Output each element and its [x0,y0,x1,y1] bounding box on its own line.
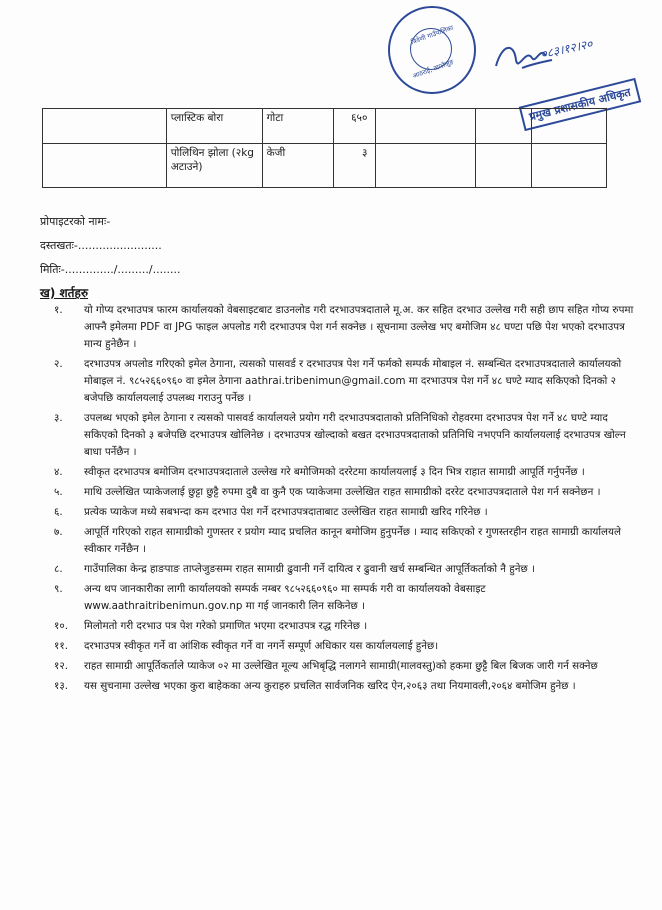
item-unit: केजी [262,144,334,188]
item-qty: ३ [334,144,376,188]
seal-ring-bottom: आठराई, ताप्लेजुङ [411,57,455,81]
list-item: ११. दरभाउपत्र स्वीकृत गर्ने वा आंशिक स्वीकृत गर्ने वा नगर्ने सम्पूर्ण अधिकार यस कार्यालयलाई हुनेछ। [54,640,439,652]
items-table [42,108,607,188]
item-name: पोलिथिन झोला (२kg अटाउने) [166,144,262,188]
signature-date: ०८३।१२।२० [539,36,594,62]
list-item: ३. उपलब्ध भएको इमेल ठेगाना र त्यसको पासवर्ड कार्यालयले प्रयोग गरी दरभाउपत्रदाताको प्रतिनिधिको रोहवरमा दरभाउपत्र पेश गर्ने ४८ घण्टे म्याद सकिएको दिनको ३ बजेपछि दरभाउपत्र खोलिनेछ । दरभाउपत्र खोल्दाको बखत दरभाउपत्रदाताको प्रतिनिधि नभएपनि कार्यालयलाई दरभाउपत्र खोल्न बाधा पर्नेछैन । [54,412,626,458]
list-item: १३. यस सुचनामा उल्लेख भएका कुरा बाहेकका अन्य कुराहरु प्रचलित सार्वजनिक खरिद ऐन,२०६३ तथा नियमावली,२०६४ बमोजिम हुनेछ । [54,680,576,692]
item-unit: गोटा [262,109,334,144]
proprietor-form [40,210,181,282]
list-item: ४. स्वीकृत दरभाउपत्र बमोजिम दरभाउपत्रदाताले उल्लेख गरे बमोजिमको दररेटमा कार्यालयलाई ३ दिन भित्र राहात सामाग्री आपूर्ति गर्नुपर्नेछ । [54,466,585,478]
list-item: १२. राहत सामाग्री आपूर्तिकर्ताले प्याकेज ०२ मा उल्लेखित मूल्य अभिबृद्धि नलागने सामाग्री(मालवस्तु)को हकमा छुट्टै बिल बिजक जारी गर्न सक्नेछ [54,660,598,672]
list-item: ८. गाउँपालिका केन्द्र हाङपाङ ताप्लेजुङसम्म राहत सामाग्री ढुवानी गर्ने दायित्व र ढुवानी खर्च सम्बन्धित आपूर्तिकर्ताको नै हुनेछ । [54,563,535,575]
signature-label: दस्तखतः-........................ [40,239,162,252]
seal-ring-top: त्रिवेणी गाउँपालिका [409,23,455,47]
proprietor-name-label: प्रोपाइटरको नामः- [40,215,111,228]
date-label: मितिः-............../........./........ [40,263,181,276]
list-item: २. दरभाउपत्र अपलोड गरिएको इमेल ठेगाना, त्यसको पासवर्ड र दरभाउपत्र पेश गर्ने फर्मको सम्पर्क मोबाइल नं. सम्बन्धित दरभाउपत्रदाताले कार्यालयको मोबाइल नं. ९८५२६६०९६० वा इमेल ठेगाना aathrai.tribenimun@gmail.com मा दरभाउपत्र पेश गर्ने ४८ घण्टे म्याद सकिएको दिनको २ बजेपछि कार्यालयलाई उपलब्ध गराउनु पर्नेछ । [54,358,622,404]
terms-heading: ख) शर्तहरु [40,286,89,300]
list-item: ७. आपूर्ति गरिएको राहत सामाग्रीको गुणस्तर र प्रयोग म्याद प्रचलित कानून बमोजिम हुनुपर्नेछ । म्याद सकिएको र गुणस्तरहीन राहत सामाग्री कार्यालयले स्वीकार गर्नेछैन । [54,526,621,555]
list-item: १. यो गोप्य दरभाउपत्र फारम कार्यालयको वेबसाइटबाट डाउनलोड गरी दरभाउपत्रदाताले मू.अ. कर सहित दरभाउ उल्लेख गरी सही छाप सहित गोप्य रुपमा आफ्नै इमेलमा PDF वा JPG फाइल अपलोड गरी दरभाउपत्र पेश गर्न सक्नेछ । सूचनामा उल्लेख भए बमोजिम ४८ घण्टा पछि पेश भएको दरभाउपत्र मान्य हुनेछैन । [54,304,634,350]
item-qty: ६५० [334,109,376,144]
list-item: ९. अन्य थप जानकारीका लागी कार्यालयको सम्पर्क नम्बर ९८५२६६०९६० मा सम्पर्क गरी वा कार्यालयको वेबसाइट www.aathraitribenimun.gov.np मा गई जानकारी लिन सकिनेछ । [54,583,486,612]
item-name: प्लास्टिक बोरा [166,109,262,144]
list-item: ६. प्रत्येक प्याकेज मध्ये सबभन्दा कम दरभाउ पेश गर्ने दरभाउपत्रदाताबाट उल्लेखित राहत सामाग्री खरिद गरिनेछ । [54,506,488,518]
list-item: १०. मिलोमतो गरी दरभाउ पत्र पेश गरेको प्रमाणित भएमा दरभाउपत्र रद्ध गरिनेछ । [54,620,368,632]
terms-list [40,302,640,698]
officer-stamp: प्रमुख प्रशासकीय अधिकृत [519,78,641,131]
table-row [43,109,607,144]
list-item: ५. माथि उल्लेखित प्याकेजलाई छुट्टा छुट्टै रुपमा दुबै वा कुनै एक प्याकेजमा उल्लेखित राहत सामाग्रीको दररेट दरभाउपत्रदाताले पेश गर्न सक्नेछन । [54,486,601,498]
office-seal [388,6,476,94]
table-row [43,144,607,188]
